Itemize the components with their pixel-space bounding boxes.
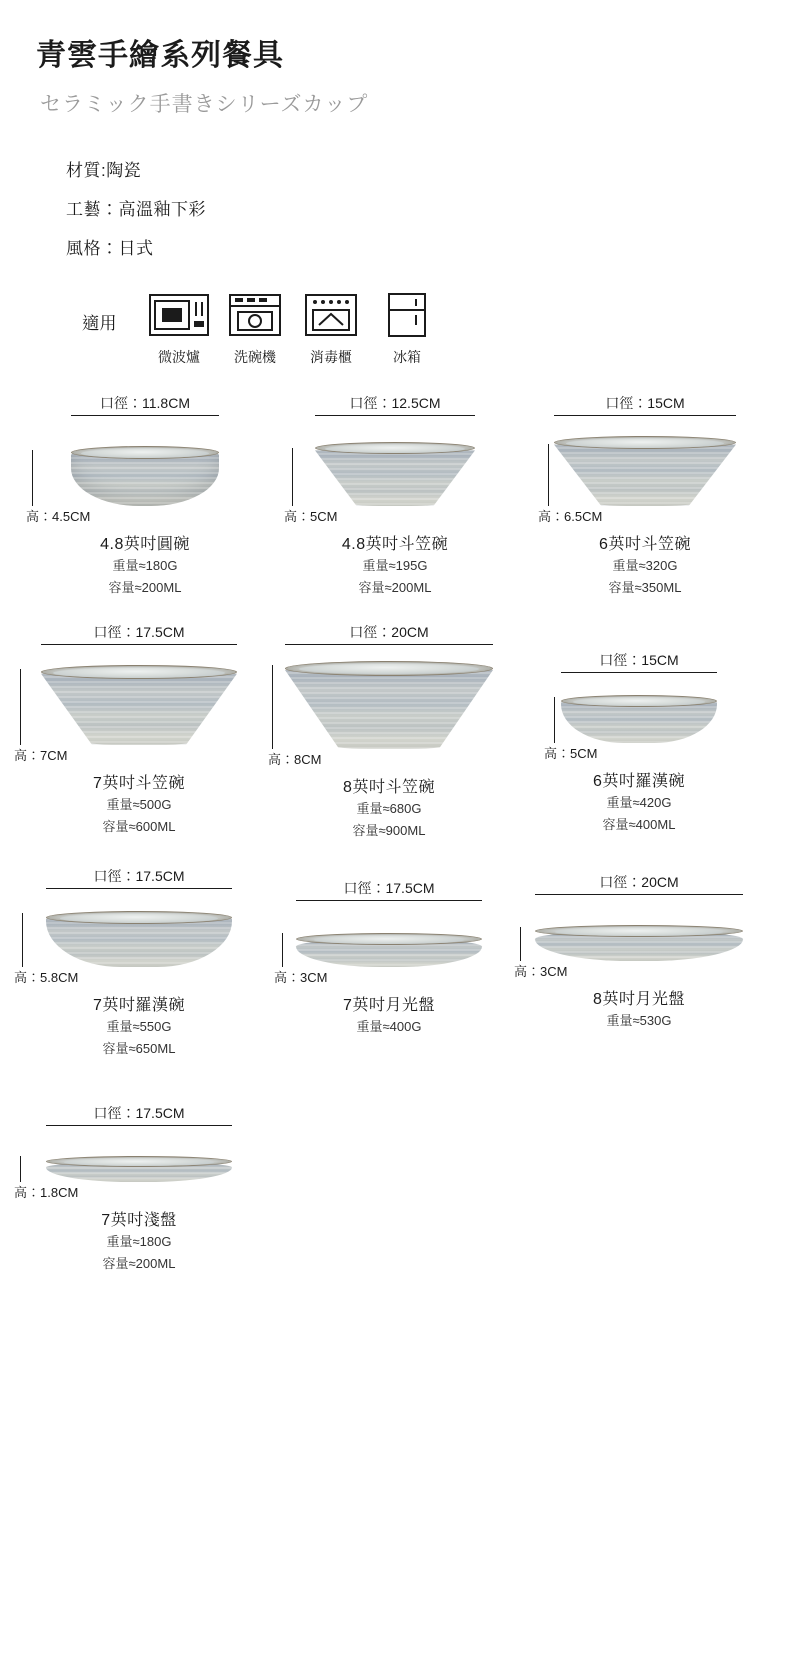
product-grid	[0, 393, 790, 1274]
product-weight: 重量≈400G	[356, 1019, 422, 1035]
sterilizer-icon	[297, 291, 365, 339]
product-capacity: 容量≈350ML	[608, 579, 682, 595]
height-label: 高：1.8CM	[14, 1185, 79, 1201]
usage-item-dishwasher	[221, 291, 289, 367]
product-name: 4.8英吋斗笠碗	[341, 536, 449, 553]
vessel-image	[561, 695, 717, 743]
product-card-luohan-6[interactable]	[514, 622, 764, 835]
vessel-image	[535, 925, 743, 961]
diameter-label: 口徑：17.5CM	[343, 880, 435, 897]
usage-caption-microwave: 微波爐	[158, 349, 200, 365]
product-row-3	[0, 866, 790, 1059]
page-subtitle: セラミック手書きシリーズカップ	[40, 93, 369, 116]
spec-style: 風格：日式	[66, 239, 154, 258]
product-name: 8英吋斗笠碗	[343, 778, 435, 796]
usage-caption-dishwasher: 洗碗機	[234, 349, 276, 365]
vessel-image	[296, 933, 482, 967]
height-label: 高：8CM	[268, 751, 322, 767]
vessel-image	[71, 446, 219, 506]
vessel-image	[46, 911, 232, 967]
vessel-image	[285, 661, 493, 749]
product-name: 4.8英吋圓碗	[100, 536, 190, 553]
product-capacity: 容量≈200ML	[358, 579, 432, 595]
product-row-1	[0, 393, 790, 598]
product-weight: 重量≈550G	[106, 1019, 172, 1035]
height-label: 高：5CM	[284, 509, 338, 524]
product-capacity: 容量≈200ML	[108, 579, 182, 595]
product-weight: 重量≈195G	[362, 558, 428, 573]
diameter-label: 口徑：17.5CM	[93, 623, 185, 640]
vessel-image	[554, 436, 736, 506]
diameter-label: 口徑：17.5CM	[93, 1105, 185, 1122]
product-weight: 重量≈180G	[112, 558, 178, 573]
usage-item-refrigerator	[373, 291, 441, 367]
usage-section	[82, 291, 790, 367]
product-weight: 重量≈500G	[106, 796, 172, 812]
vessel-image	[46, 1156, 232, 1182]
vessel-image	[41, 665, 237, 745]
product-weight: 重量≈530G	[606, 1013, 672, 1029]
product-card-cone-6[interactable]	[520, 393, 770, 598]
product-card-plate-7-moon[interactable]	[264, 866, 514, 1040]
diameter-label: 口徑：20CM	[349, 623, 429, 640]
usage-item-sterilizer	[297, 291, 365, 367]
product-weight: 重量≈420G	[606, 794, 672, 810]
page-bottom-spacer	[0, 1274, 790, 1334]
product-card-cone-48[interactable]	[270, 393, 520, 598]
product-name: 7英吋羅漢碗	[93, 997, 185, 1015]
spec-list	[66, 162, 790, 257]
product-card-plate-7-shallow[interactable]	[14, 1103, 264, 1274]
usage-caption-sterilizer: 消毒櫃	[310, 349, 352, 365]
product-weight: 重量≈680G	[356, 800, 422, 816]
product-capacity: 容量≈650ML	[102, 1041, 176, 1057]
diameter-label: 口徑：15CM	[599, 651, 679, 668]
product-name: 7英吋淺盤	[101, 1212, 177, 1230]
usage-item-microwave	[145, 291, 213, 367]
height-label: 高：7CM	[14, 747, 68, 763]
product-row-4	[0, 1103, 790, 1274]
product-name: 6英吋羅漢碗	[593, 772, 685, 790]
product-capacity: 容量≈600ML	[102, 818, 176, 834]
height-label: 高：4.5CM	[26, 509, 91, 524]
product-card-cone-8[interactable]	[264, 622, 514, 841]
diameter-label: 口徑：17.5CM	[93, 868, 185, 885]
height-label: 高：3CM	[514, 964, 568, 980]
product-capacity: 容量≈400ML	[602, 816, 676, 832]
page-header	[0, 0, 790, 118]
usage-caption-refrigerator: 冰箱	[393, 349, 421, 365]
vessel-image	[315, 442, 475, 506]
product-weight: 重量≈320G	[612, 558, 678, 573]
page-title: 青雲手繪系列餐具	[36, 39, 284, 72]
diameter-label: 口徑：20CM	[599, 874, 679, 891]
product-capacity: 容量≈900ML	[352, 822, 426, 838]
product-name: 7英吋斗笠碗	[93, 774, 185, 792]
diameter-label: 口徑：15CM	[605, 395, 685, 411]
height-label: 高：5CM	[544, 745, 598, 761]
usage-icon-list	[145, 291, 449, 367]
height-label: 高：3CM	[274, 970, 328, 986]
product-card-plate-8-moon[interactable]	[514, 866, 764, 1034]
product-weight: 重量≈180G	[106, 1234, 172, 1250]
microwave-icon	[145, 291, 213, 339]
usage-label: 適用	[82, 314, 117, 333]
product-name: 6英吋斗笠碗	[599, 536, 691, 553]
diameter-label: 口徑：11.8CM	[100, 395, 190, 411]
product-name: 8英吋月光盤	[593, 991, 685, 1009]
spec-craft: 工藝：高溫釉下彩	[66, 200, 206, 219]
height-label: 高：6.5CM	[538, 509, 603, 524]
product-card-cone-7[interactable]	[14, 622, 264, 837]
product-card-round-48[interactable]	[20, 393, 270, 598]
product-row-2	[0, 622, 790, 841]
spec-material: 材質:陶瓷	[66, 161, 142, 180]
product-capacity: 容量≈200ML	[102, 1255, 176, 1271]
product-card-luohan-7[interactable]	[14, 866, 264, 1059]
dishwasher-icon	[221, 291, 289, 339]
height-label: 高：5.8CM	[14, 970, 79, 986]
diameter-label: 口徑：12.5CM	[349, 395, 441, 411]
product-name: 7英吋月光盤	[343, 997, 435, 1015]
refrigerator-icon	[373, 291, 441, 339]
